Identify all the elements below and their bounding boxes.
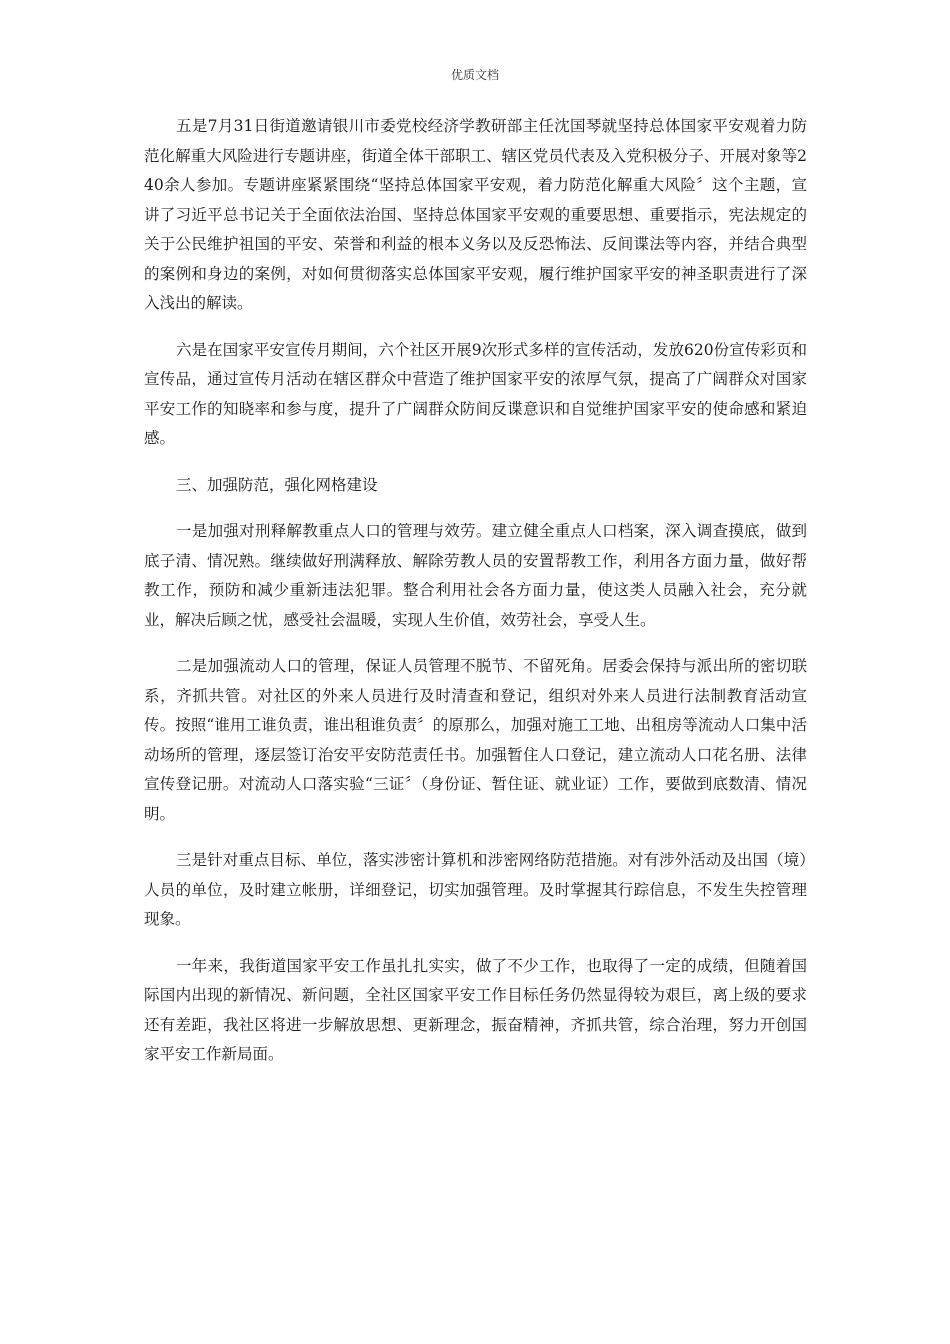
document-body — [144, 112, 807, 1087]
paragraph-section3-2: 二是加强流动人口的管理，保证人员管理不脱节、不留死角。居委会保持与派出所的密切联系，齐抓共管。对社区的外来人员进行及时清查和登记，组织对外来人员进行法制教育活动宣传。按照“谁用工谁负责，谁出租谁负责〞的原那么，加强对施工工地、出租房等流动人口集中活动场所的管理，逐层签订治安平安防范责任书。加强暂住人口登记，建立流动人口花名册、法律宣传登记册。对流动人口落实验“三证〞（身份证、暂住证、就业证）工作，要做到底数清、情况明。 — [144, 657, 807, 823]
paragraph-section3-3: 三是针对重点目标、单位，落实涉密计算机和涉密网络防范措施。对有涉外活动及出国（境）人员的单位，及时建立帐册，详细登记，切实加强管理。及时掌握其行踪信息，不发生失控管理现象。 — [144, 851, 807, 928]
paragraph-6: 六是在国家平安宣传月期间，六个社区开展9次形式多样的宣传活动，发放620份宣传彩页和宣传品，通过宣传月活动在辖区群众中营造了维护国家平安的浓厚气氛，提高了广阔群众对国家平安工作的知晓率和参与度，提升了广阔群众防间反谍意识和自觉维护国家平安的使命感和紧迫感。 — [144, 340, 807, 447]
section-heading-3: 三、加强防范，强化网格建设 — [176, 475, 378, 494]
page-header: 优质文档 — [450, 68, 499, 82]
paragraph-5: 五是7月31日街道邀请银川市委党校经济学教研部主任沈国琴就坚持总体国家平安观着力防范化解重大风险进行专题讲座，街道全体干部职工、辖区党员代表及入党积极分子、开展对象等240余人参加。专题讲座紧紧围绕“坚持总体国家平安观，着力防范化解重大风险〞这个主题，宣讲了习近平总书记关于全面依法治国、坚持总体国家平安观的重要思想、重要指示，宪法规定的关于公民维护祖国的平安、荣誉和利益的根本义务以及反恐怖法、反间谍法等内容，并结合典型的案例和身边的案例，对如何贯彻落实总体国家平安观，履行维护国家平安的神圣职责进行了深入浅出的解读。 — [144, 117, 807, 312]
paragraph-conclusion: 一年来，我街道国家平安工作虽扎扎实实，做了不少工作，也取得了一定的成绩，但随着国际国内出现的新情况、新问题，全社区国家平安工作目标任务仍然显得较为艰巨，离上级的要求还有差距，我社区将进一步解放思想、更新理念，振奋精神，齐抓共管，综合治理，努力开创国家平安工作新局面。 — [144, 956, 807, 1063]
paragraph-section3-1: 一是加强对刑释解教重点人口的管理与效劳。建立健全重点人口档案，深入调查摸底，做到底子清、情况熟。继续做好刑满释放、解除劳教人员的安置帮教工作，利用各方面力量，做好帮教工作，预防和减少重新违法犯罪。整合利用社会各方面力量，使这类人员融入社会，充分就业，解决后顾之忧，感受社会温暖，实现人生价值，效劳社会，享受人生。 — [144, 522, 807, 629]
